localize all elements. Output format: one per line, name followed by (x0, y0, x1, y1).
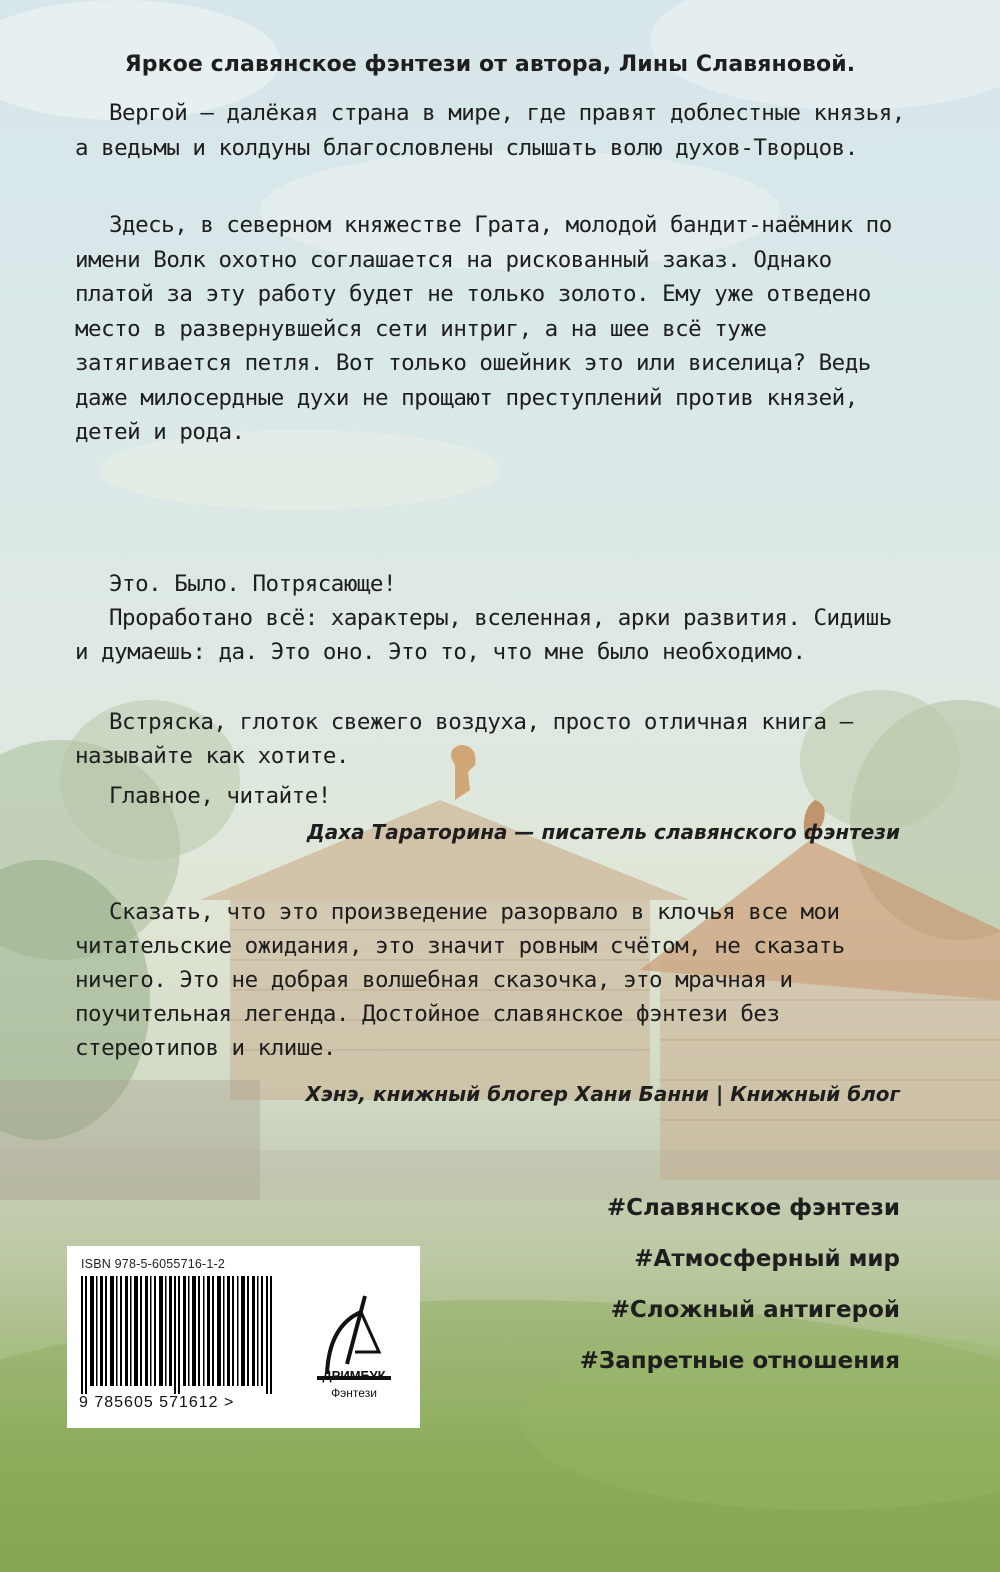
review1-paragraph-2: Проработано всё: характеры, вселенная, арки развития. Сидишь и думаешь: да. Это оно. Это то, что мне было необходимо. (75, 605, 892, 665)
synopsis-paragraph-2: Здесь, в северном княжестве Грата, молодой бандит-наёмник по имени Волк охотно соглашается на рискованный заказ. Однако платой за эту работу будет не только золото. Ему уже отведено место в развернувшейся сети интриг, а на шее всё туже затягивается петля. Вот только ошейник это или виселица? Ведь даже милосердные духи не прощают преступлений против князей, детей и рода. (75, 212, 892, 445)
isbn-label: ISBN 978-5-6055716-1-2 (81, 1257, 226, 1271)
synopsis-paragraph-1: Вергой — далёкая страна в мире, где правят доблестные князья, а ведьмы и колдуны благословлены слышать волю духов-Творцов. (75, 100, 905, 161)
headline: Яркое славянское фэнтези от автора, Лины Славяновой. (124, 52, 856, 77)
publisher-series: Фэнтези (331, 1386, 377, 1400)
barcode-digits: 9 785605 571612 > (79, 1394, 235, 1411)
review2-author: Хэнэ, книжный блогер Хани Банни | Книжный блог (305, 1082, 900, 1106)
review1-author: Даха Тараторина — писатель славянского фэнтези (306, 820, 900, 844)
review1-paragraph-4: Главное, читайте! (109, 783, 331, 809)
barcode (75, 1276, 285, 1394)
hashtag-slavic-fantasy: #Славянское фэнтези (606, 1195, 900, 1221)
publisher-name: ДРИМБУК (322, 1368, 386, 1383)
dreambook-logo-icon (299, 1266, 409, 1406)
review1-line1: Это. Было. Потрясающе! (109, 571, 397, 597)
review1-paragraph-3: Встряска, глоток свежего воздуха, просто отличная книга — называйте как хотите. (75, 709, 853, 769)
barcode-panel (67, 1246, 420, 1428)
hashtag-forbidden-relationships: #Запретные отношения (579, 1348, 900, 1374)
hashtag-atmospheric-world: #Атмосферный мир (634, 1246, 900, 1272)
hashtag-complex-antihero: #Сложный антигерой (610, 1297, 900, 1323)
review2-text: Сказать, что это произведение разорвало в клочья все мои читательские ожидания, это значит ровным счётом, не сказать ничего. Это не добрая волшебная сказочка, это мрачная и поучительная легенда. Достойное славянское фэнтези без стереотипов и клише. (75, 899, 845, 1061)
